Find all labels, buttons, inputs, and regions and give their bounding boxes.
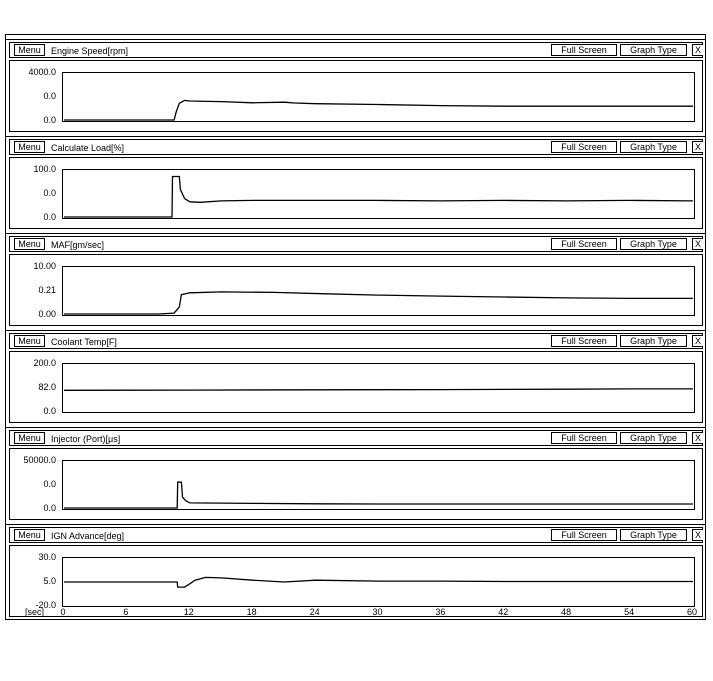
plot-area[interactable] — [62, 363, 695, 413]
y-mid-label: 0.21 — [38, 285, 56, 295]
y-min-label: 0.0 — [43, 503, 56, 513]
parameter-title: Injector (Port)[μs] — [51, 434, 121, 444]
graph-header — [9, 333, 703, 349]
graph-header — [9, 139, 703, 155]
full-screen-button[interactable]: Full Screen — [551, 335, 617, 347]
graph-type-button[interactable]: Graph Type — [620, 238, 687, 250]
menu-button[interactable]: Menu — [14, 44, 45, 56]
series-line-ign-advance-deg — [64, 577, 693, 587]
series-line-maf-gm-sec — [64, 292, 693, 314]
graph-header — [9, 42, 703, 58]
y-mid-label: 5.0 — [43, 576, 56, 586]
graph-panel-engine-speed-rpm — [6, 39, 705, 136]
close-button[interactable]: X — [692, 529, 703, 541]
close-button[interactable]: X — [692, 44, 703, 56]
y-max-label: 100.0 — [33, 164, 56, 174]
graph-type-button[interactable]: Graph Type — [620, 529, 687, 541]
graph-body — [9, 448, 703, 520]
y-min-label: 0.00 — [38, 309, 56, 319]
parameter-title: Calculate Load[%] — [51, 143, 125, 153]
x-tick-label: 30 — [372, 607, 383, 617]
x-tick-label: 36 — [435, 607, 446, 617]
series-line-injector-port-s — [64, 482, 693, 508]
plot-area[interactable] — [62, 169, 695, 219]
close-button[interactable]: X — [692, 335, 703, 347]
line-chart — [63, 73, 694, 121]
parameter-title: IGN Advance[deg] — [51, 531, 125, 541]
x-tick-label: 60 — [686, 607, 698, 617]
graph-panel-maf-gm-sec — [6, 233, 705, 330]
parameter-title: Engine Speed[rpm] — [51, 46, 129, 56]
full-screen-button[interactable]: Full Screen — [551, 432, 617, 444]
y-min-label: 0.0 — [43, 212, 56, 222]
x-tick-label: 6 — [123, 607, 129, 617]
x-tick-label: 54 — [624, 607, 635, 617]
graph-body — [9, 60, 703, 132]
parameter-title: Coolant Temp[F] — [51, 337, 117, 347]
time-unit-label: [sec] — [25, 607, 45, 617]
graph-header — [9, 430, 703, 446]
y-max-label: 4000.0 — [28, 67, 56, 77]
plot-area[interactable] — [62, 460, 695, 510]
y-max-label: 200.0 — [33, 358, 56, 368]
line-chart — [63, 461, 694, 509]
close-button[interactable]: X — [692, 141, 703, 153]
graph-panel-calculate-load — [6, 136, 705, 233]
y-max-label: 30.0 — [38, 552, 56, 562]
y-mid-label: 0.0 — [43, 91, 56, 101]
x-tick-label: 24 — [309, 607, 320, 617]
y-min-label: 0.0 — [43, 406, 56, 416]
menu-button[interactable]: Menu — [14, 141, 45, 153]
graph-panel-injector-port-s — [6, 427, 705, 524]
line-chart — [63, 170, 694, 218]
full-screen-button[interactable]: Full Screen — [551, 44, 617, 56]
graph-type-button[interactable]: Graph Type — [620, 44, 687, 56]
graph-panel-coolant-temp-f — [6, 330, 705, 427]
x-tick-label: 42 — [498, 607, 509, 617]
graph-body — [9, 157, 703, 229]
y-mid-label: 0.0 — [43, 188, 56, 198]
close-button[interactable]: X — [692, 432, 703, 444]
graph-body — [9, 351, 703, 423]
menu-button[interactable]: Menu — [14, 335, 45, 347]
plot-area[interactable] — [62, 72, 695, 122]
y-mid-label: 0.0 — [43, 479, 56, 489]
y-max-label: 50000.0 — [23, 455, 56, 465]
full-screen-button[interactable]: Full Screen — [551, 238, 617, 250]
plot-area[interactable] — [62, 266, 695, 316]
series-line-engine-speed-rpm — [64, 100, 693, 120]
close-button[interactable]: X — [692, 238, 703, 250]
menu-button[interactable]: Menu — [14, 238, 45, 250]
plot-area[interactable] — [62, 557, 695, 607]
line-chart — [63, 267, 694, 315]
y-max-label: 10.00 — [33, 261, 56, 271]
full-screen-button[interactable]: Full Screen — [551, 529, 617, 541]
y-min-label: 0.0 — [43, 115, 56, 125]
datalogger-window — [5, 34, 706, 620]
graph-header — [9, 236, 703, 252]
y-mid-label: 82.0 — [38, 382, 56, 392]
line-chart — [63, 364, 694, 412]
graph-type-button[interactable]: Graph Type — [620, 432, 687, 444]
series-line-coolant-temp-f — [64, 389, 693, 390]
graph-type-button[interactable]: Graph Type — [620, 141, 687, 153]
series-line-calculate-load — [64, 177, 693, 218]
graph-body — [9, 254, 703, 326]
x-tick-label: 12 — [183, 607, 194, 617]
menu-button[interactable]: Menu — [14, 529, 45, 541]
full-screen-button[interactable]: Full Screen — [551, 141, 617, 153]
parameter-title: MAF[gm/sec] — [51, 240, 105, 250]
x-tick-label: 48 — [561, 607, 572, 617]
y-min-label: -20.0 — [35, 600, 56, 610]
menu-button[interactable]: Menu — [14, 432, 45, 444]
graph-type-button[interactable]: Graph Type — [620, 335, 687, 347]
x-tick-label: 0 — [60, 607, 66, 617]
time-axis — [6, 601, 705, 619]
line-chart — [63, 558, 694, 606]
x-tick-label: 18 — [246, 607, 257, 617]
graph-header — [9, 527, 703, 543]
